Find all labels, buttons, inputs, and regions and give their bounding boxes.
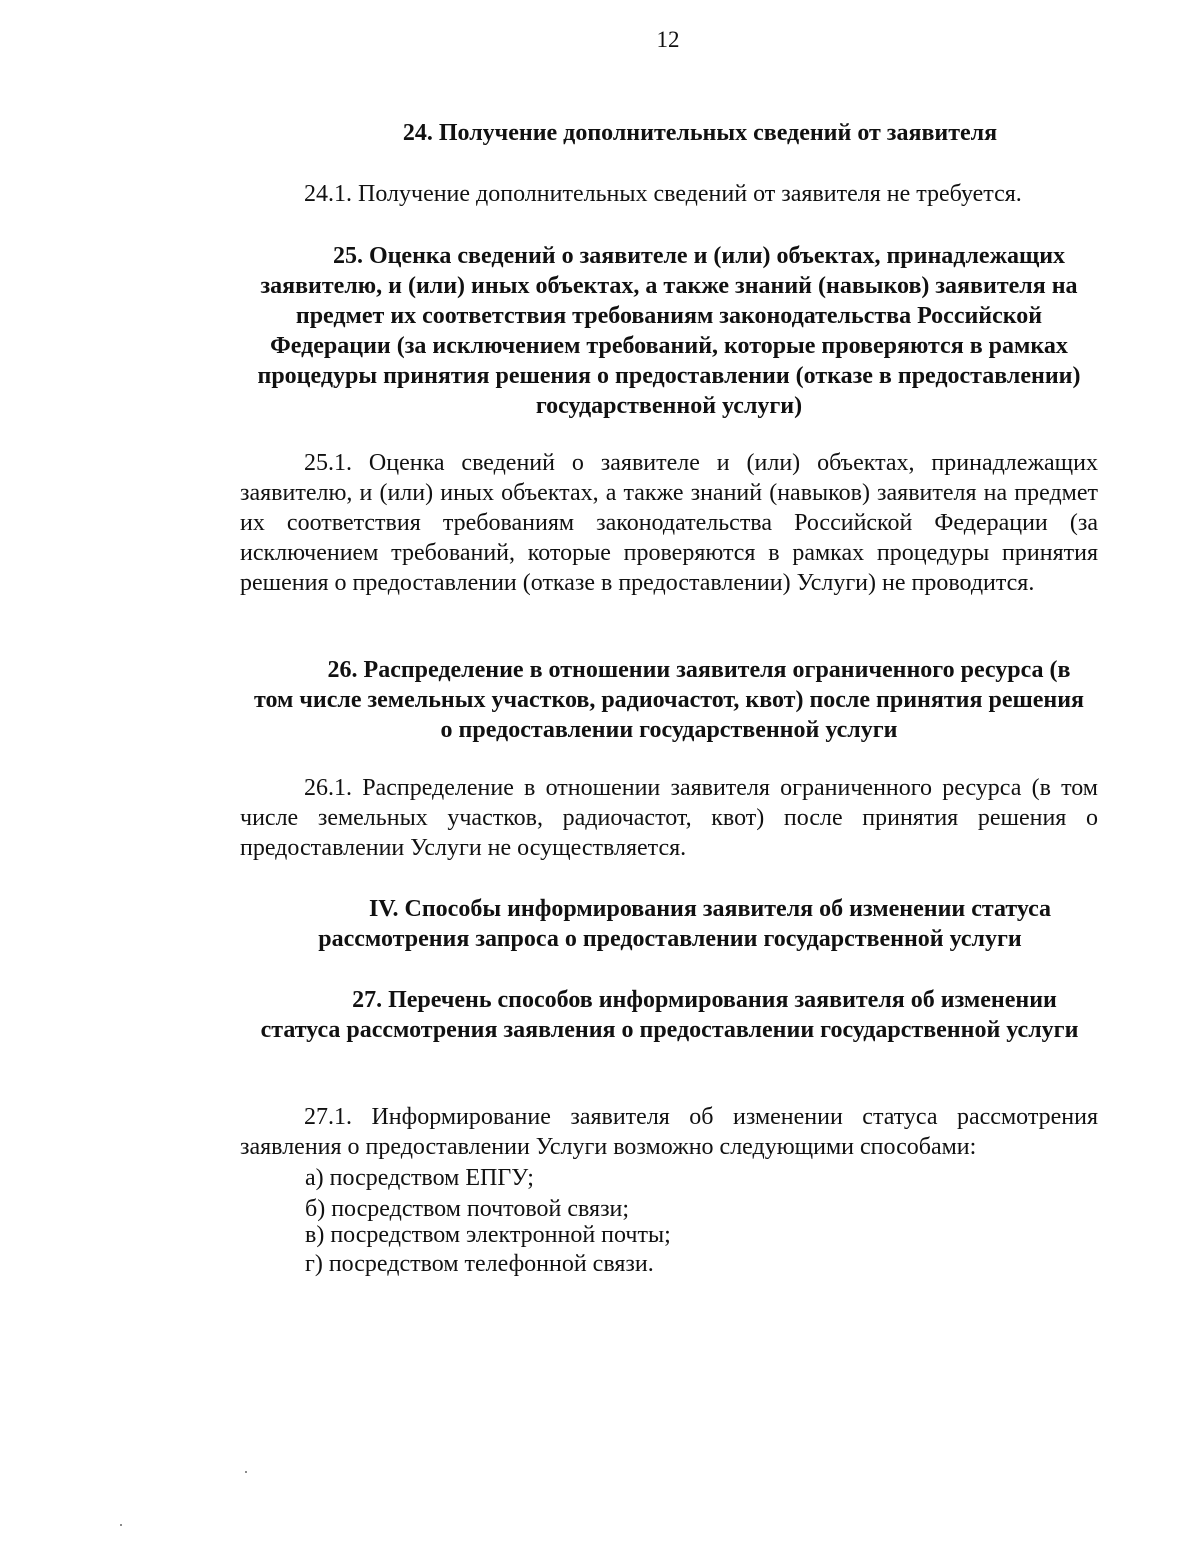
scan-speck — [120, 1524, 122, 1526]
list-item: г) посредством телефонной связи. — [305, 1251, 654, 1277]
section-24-heading: 24. Получение дополнительных сведений от заявителя — [402, 120, 998, 146]
list-item: б) посредством почтовой связи; — [305, 1196, 630, 1222]
section-27-heading: 27. Перечень способов информирования заявителя об изменении статуса рассмотрения заявления о предоставлении государственной услуги — [260, 987, 1079, 1043]
section-25-paragraph-text: 25.1. Оценка сведений о заявителе и (или) объектах, принадлежащих заявителю, и (или) иных объектах, а также знаний (навыков) заявителя на предмет их соответствия требованиям законодательства Российской Федерации (за исключением требований, которые проверяются в рамках процедуры принятия решения о предоставлении (отказе в предоставлении) Услуги) не проводится. — [240, 450, 1098, 596]
chapter-4-heading: IV. Способы информирования заявителя об изменении статуса рассмотрения запроса о предоставлении государственной услуги — [318, 896, 1052, 952]
section-27-paragraph — [240, 1102, 1098, 1162]
list-item: а) посредством ЕПГУ; — [305, 1165, 534, 1191]
section-27-paragraph-text: 27.1. Информирование заявителя об изменении статуса рассмотрения заявления о предоставлении Услуги возможно следующими способами: — [240, 1104, 1098, 1160]
scan-speck — [245, 1471, 247, 1473]
section-25-paragraph — [240, 448, 1098, 598]
page-number: 12 — [656, 27, 680, 52]
list-item: в) посредством электронной почты; — [305, 1222, 671, 1248]
section-26-paragraph-text: 26.1. Распределение в отношении заявителя ограниченного ресурса (в том числе земельных участков, радиочастот, квот) после принятия решения о предоставлении Услуги не осуществляется. — [240, 775, 1098, 861]
section-26-heading: 26. Распределение в отношении заявителя ограниченного ресурса (в том числе земельных участков, радиочастот, квот) после принятия решения о предоставлении государственной услуги — [253, 657, 1085, 743]
section-24-paragraph — [240, 179, 1100, 209]
section-24-paragraph-text: 24.1. Получение дополнительных сведений от заявителя не требуется. — [304, 181, 1022, 207]
section-26-paragraph — [240, 773, 1098, 863]
section-25-heading: 25. Оценка сведений о заявителе и (или) объектах, принадлежащих заявителю, и (или) иных объектах, а также знаний (навыков) заявителя на предмет их соответствия требованиям законодательства Российской Федерации (за исключением требований, которые проверяются в рамках процедуры принятия решения о предоставлении (отказе в предоставлении) государственной услуги) — [257, 243, 1081, 419]
